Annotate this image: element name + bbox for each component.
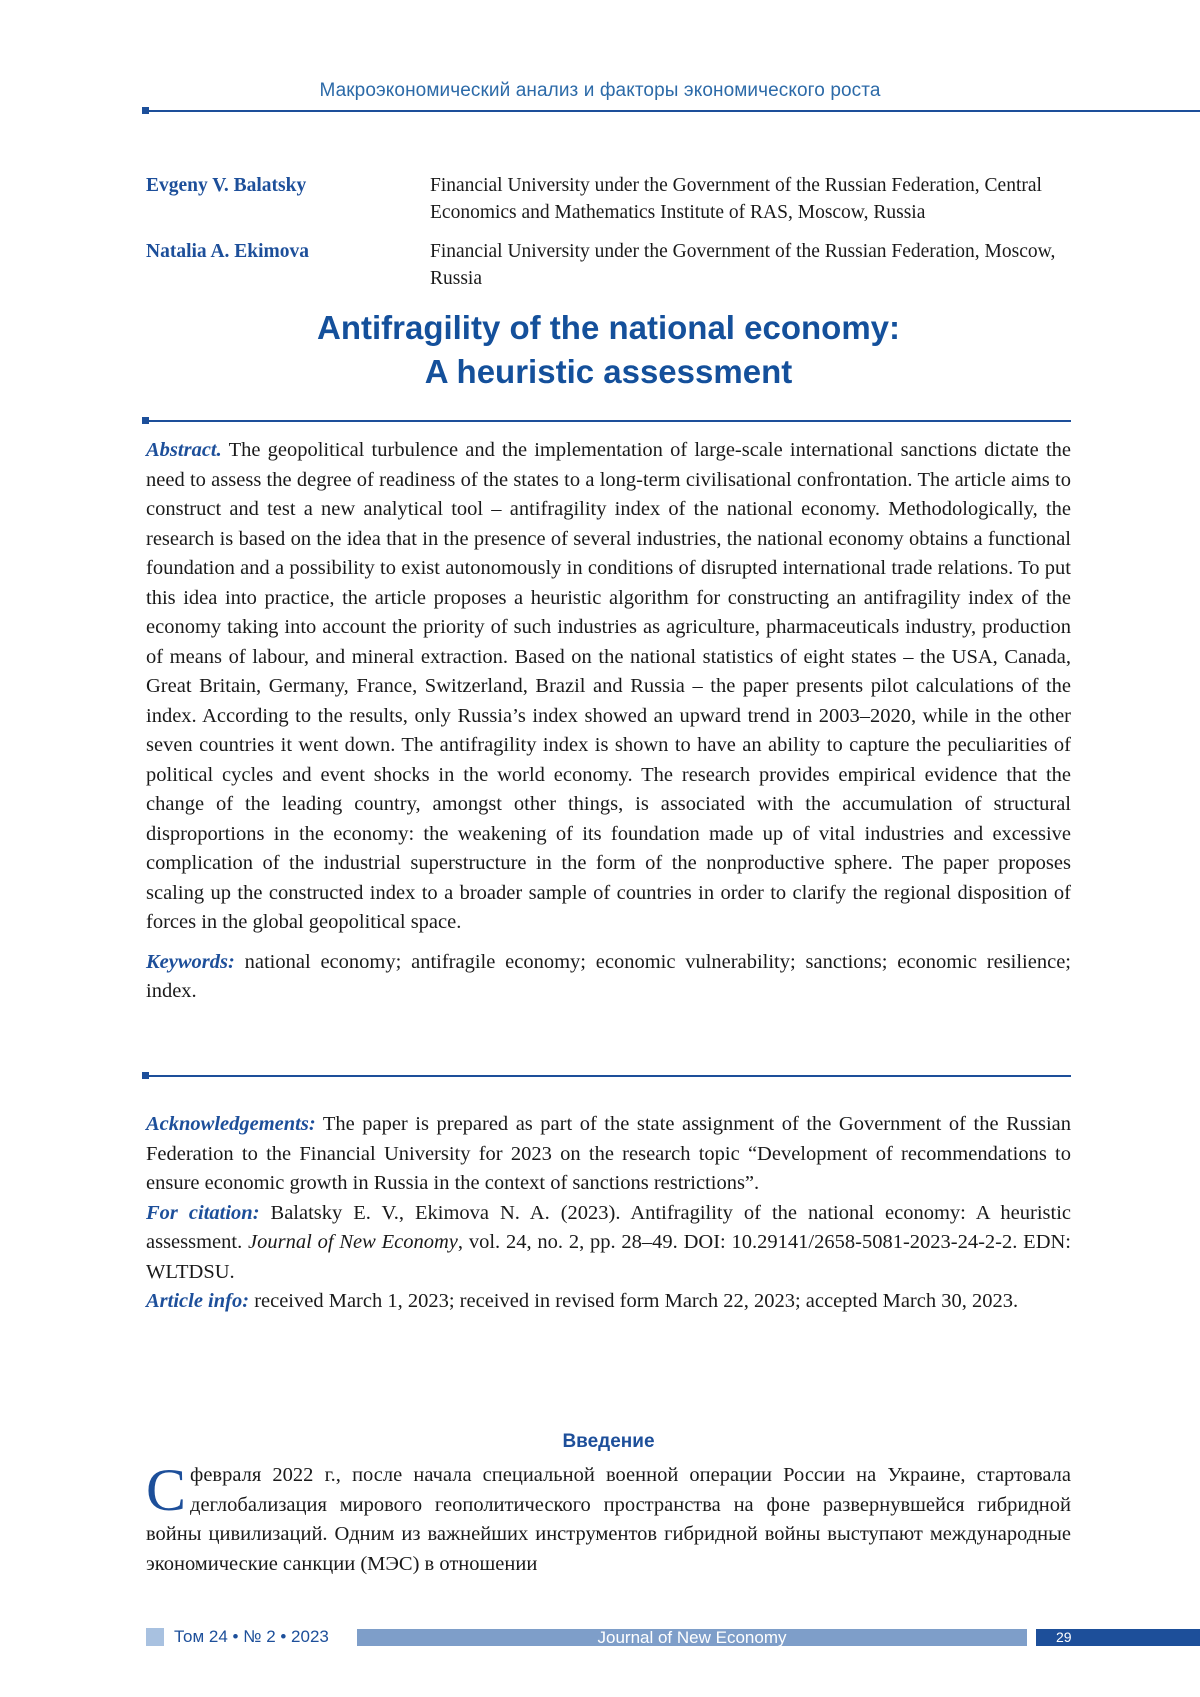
acknowledgements-label: Acknowledgements:: [146, 1113, 316, 1135]
keywords-paragraph: [146, 948, 1071, 1007]
article-info-text: received March 1, 2023; received in revised form March 22, 2023; accepted March 30, 2023.: [254, 1290, 1019, 1312]
citation-journal: Journal of New Economy: [248, 1231, 458, 1253]
author-row: [146, 172, 1071, 226]
footer-journal-bar: [357, 1629, 1027, 1646]
section-heading: Введение: [562, 1431, 655, 1452]
author-affiliation: Financial University under the Government of the Russian Federation, Central Economics and Mathematics Institute of RAS, Moscow, Russia: [430, 175, 1042, 223]
footer-page-box: [1036, 1629, 1200, 1646]
author-name: Evgeny V. Balatsky: [146, 175, 307, 196]
keywords-text: national economy; antifragile economy; economic vulnerability; sanctions; economic resilience; index.: [146, 950, 1071, 1002]
introduction-paragraph: [146, 1457, 1071, 1579]
authors-block: [146, 172, 1071, 304]
running-title: Макроэкономический анализ и факторы экономического роста: [319, 80, 881, 101]
abstract-paragraph: [146, 436, 1071, 938]
citation-label: For citation:: [146, 1201, 260, 1224]
abstract-label: Abstract.: [146, 439, 222, 461]
abstract-text: The geopolitical turbulence and the implementation of large-scale international sanctions dictate the need to assess the degree of readiness of the states to a long-term civilisational confrontation. The article aims to construct and test a new analytical tool – antifragility index of the national economy. Methodologically, the research is based on the idea that in the presence of several industries, the national economy obtains a functional foundation and a possibility to exist autonomously in conditions of disrupted international trade relations. To put this idea into practice, the article proposes a heuristic algorithm for constructing an antifragility index of the economy taking into account the priority of such industries as agriculture, pharmaceuticals industry, production of means of labour, and mineral extraction. Based on the national statistics of eight states – the USA, Canada, Great Britain, Germany, France, Switzerland, Brazil and Russia – the paper presents pilot calculations of the index. According to the results, only Russia’s index showed an upward trend in 2003–2020, while in the other seven countries it went down. The antifragility index is shown to have an ability to capture the peculiarities of political cycles and event shocks in the world economy. The research provides empirical evidence that the change of the leading country, amongst other things, is associated with the accumulation of structural disproportions in the economy: the weakening of its foundation made up of vital industries and excessive complication of the industrial superstructure in the form of the nonproductive sphere. The paper proposes scaling up the constructed index to a broader sample of countries in order to clarify the regional disposition of forces in the global geopolitical space.: [146, 439, 1071, 933]
article-info-paragraph: [146, 1287, 1071, 1317]
introduction-text: февраля 2022 г., после начала специальной военной операции России на Украине, стартовала деглобализация мирового геополитического пространства на фоне развернувшейся гибридной войны цивилизаций. Одним из важнейших инструментов гибридной войны выступают международные экономические санкции (МЭС) в отношении: [146, 1464, 1071, 1575]
title-line: A heuristic assessment: [424, 353, 793, 390]
footer-journal-name: Journal of New Economy: [597, 1628, 787, 1647]
abstract-block: [146, 436, 1071, 1007]
article-info-label: Article info:: [146, 1290, 250, 1312]
header-rule: [146, 110, 1200, 112]
page-number: 29: [1056, 1629, 1072, 1645]
footer-volume: Том 24 • № 2 • 2023: [174, 1627, 329, 1646]
title-line: Antifragility of the national economy:: [316, 309, 901, 346]
acknowledgements-paragraph: [146, 1110, 1071, 1199]
article-title: [146, 306, 1071, 394]
abstract-bottom-rule: [146, 1075, 1071, 1077]
footer-square-marker: [146, 1628, 164, 1646]
citation-text: Balatsky E. V., Ekimova N. A. (2023). Antifragility of the national economy: A heuristic assessment.: [146, 1201, 1072, 1253]
dropcap-letter: С: [146, 1457, 187, 1523]
abstract-top-rule: [146, 420, 1071, 422]
author-affiliation: Financial University under the Government of the Russian Federation, Moscow, Russia: [430, 241, 1056, 289]
article-metadata: [146, 1110, 1071, 1317]
citation-details: , vol. 24, no. 2, pp. 28–49. DOI: 10.29141/2658-5081-2023-24-2-2. EDN: WLTDSU.: [146, 1231, 1072, 1283]
author-name: Natalia A. Ekimova: [146, 241, 310, 262]
acknowledgements-text: The paper is prepared as part of the state assignment of the Government of the Russian Federation to the Financial University for 2023 on the research topic “Development of recommendations to ensure economic growth in Russia in the context of sanctions restrictions”.: [146, 1113, 1071, 1194]
author-row: [146, 238, 1071, 292]
citation-paragraph: [146, 1199, 1071, 1288]
keywords-label: Keywords:: [146, 950, 235, 973]
